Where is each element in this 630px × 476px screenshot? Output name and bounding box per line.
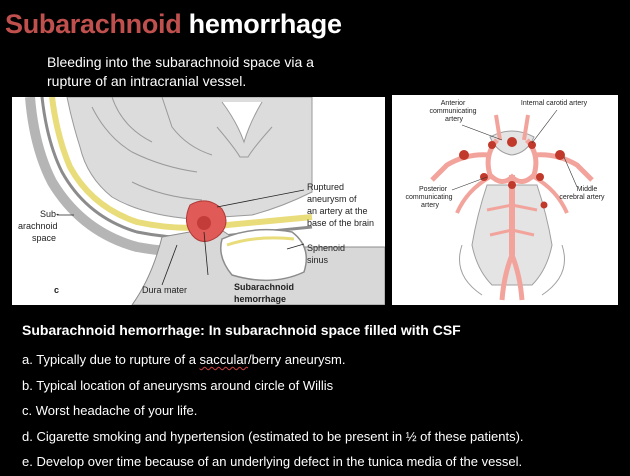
circle-of-willis-svg — [392, 95, 618, 305]
list-item: a. Typically due to rupture of a saccular/berry aneurysm. — [22, 352, 346, 367]
label-dura-mater: Dura mater — [142, 285, 188, 295]
label-internal-carotid: Internal carotid artery — [520, 100, 588, 107]
spellcheck-word: saccular — [199, 352, 248, 367]
subtitle: Bleeding into the subarachnoid space via a rupture of an intracranial vessel. — [47, 54, 314, 89]
label-sphenoid-sinus: Sphenoid sinus — [307, 243, 346, 265]
bullet-list — [22, 347, 524, 475]
title-part-1: Subarachnoid — [5, 9, 182, 39]
brain-section-svg — [12, 97, 385, 305]
label-subarachnoid-hemorrhage: Subarachnoid hemorrhage — [234, 282, 295, 304]
circle-of-willis-illustration — [392, 95, 618, 305]
label-posterior-communicating: Posterior communicating artery — [405, 186, 453, 209]
label-ruptured-aneurysm: Ruptured aneurysm of an artery at the base of the brain — [307, 182, 375, 228]
label-subarachnoid-space: Sub- arachnoid space — [18, 209, 60, 243]
label-middle-cerebral: Middle cerebral artery — [559, 186, 605, 201]
list-item: c. Worst headache of your life. — [22, 403, 198, 418]
label-anterior-communicating: Anterior communicating artery — [429, 100, 477, 123]
brain-section-illustration — [12, 97, 385, 305]
title-part-2: hemorrhage — [188, 9, 342, 39]
slide-title — [5, 9, 342, 40]
list-item: b. Typical location of aneurysms around circle of Willis — [22, 377, 334, 393]
list-item: e. Develop over time because of an underlying defect in the tunica media of the vessel. — [22, 454, 523, 469]
list-item: d. Cigarette smoking and hypertension (estimated to be present in ½ of these patients). — [22, 428, 524, 444]
section-heading: Subarachnoid hemorrhage: In subarachnoid space filled with CSF — [22, 322, 461, 338]
label-panel-c: c — [54, 285, 60, 295]
